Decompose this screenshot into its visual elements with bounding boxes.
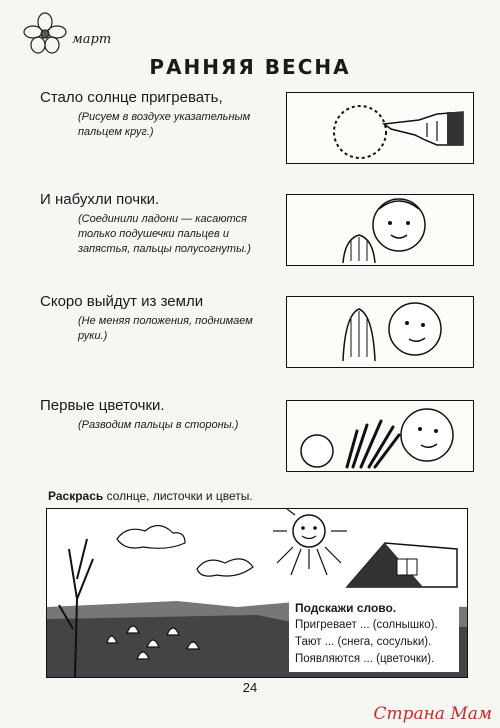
watermark: Страна Мам [373, 704, 492, 724]
verse-4 [40, 396, 280, 433]
illustration-rise [286, 296, 474, 368]
illustration-sun-circle [286, 92, 474, 164]
riddle-line: Пригревает ... (солнышко). [295, 619, 438, 631]
verse-line: Скоро выйдут из земли [40, 293, 204, 310]
verse-hint: (Соединили ладони — касаются только подушечки пальцев и запястья, пальцы полусогнуты.) [78, 213, 251, 255]
month-label: март [72, 32, 112, 47]
verse-line: Первые цветочки. [40, 397, 165, 414]
verse-1 [40, 88, 280, 140]
verse-2 [40, 190, 280, 257]
verse-hint: (Разводим пальцы в стороны.) [78, 419, 239, 431]
verse-line: И набухли почки. [40, 191, 160, 208]
coloring-rest: солнце, листочки и цветы. [103, 489, 253, 503]
spring-scene [46, 508, 468, 678]
coloring-instruction [48, 489, 253, 503]
verse-3 [40, 292, 280, 344]
riddle-box [289, 596, 459, 672]
riddle-line: Появляются ... (цветочки). [295, 653, 435, 665]
month-marker [22, 12, 132, 56]
illustration-flowers [286, 400, 474, 472]
riddle-heading: Подскажи слово. [295, 601, 397, 615]
page-number: 24 [242, 680, 258, 695]
verse-hint: (Рисуем в воздухе указательным пальцем круг.) [78, 111, 251, 138]
coloring-verb: Раскрась [48, 489, 104, 503]
verse-hint: (Не меняя положения, поднимаем руки.) [78, 315, 253, 342]
riddle-line: Тают ... (снега, сосульки). [295, 636, 432, 648]
flower-icon [22, 12, 68, 56]
illustration-buds [286, 194, 474, 266]
verse-line: Стало солнце пригревать, [40, 89, 223, 106]
page-title: РАННЯЯ ВЕСНА [149, 55, 351, 79]
